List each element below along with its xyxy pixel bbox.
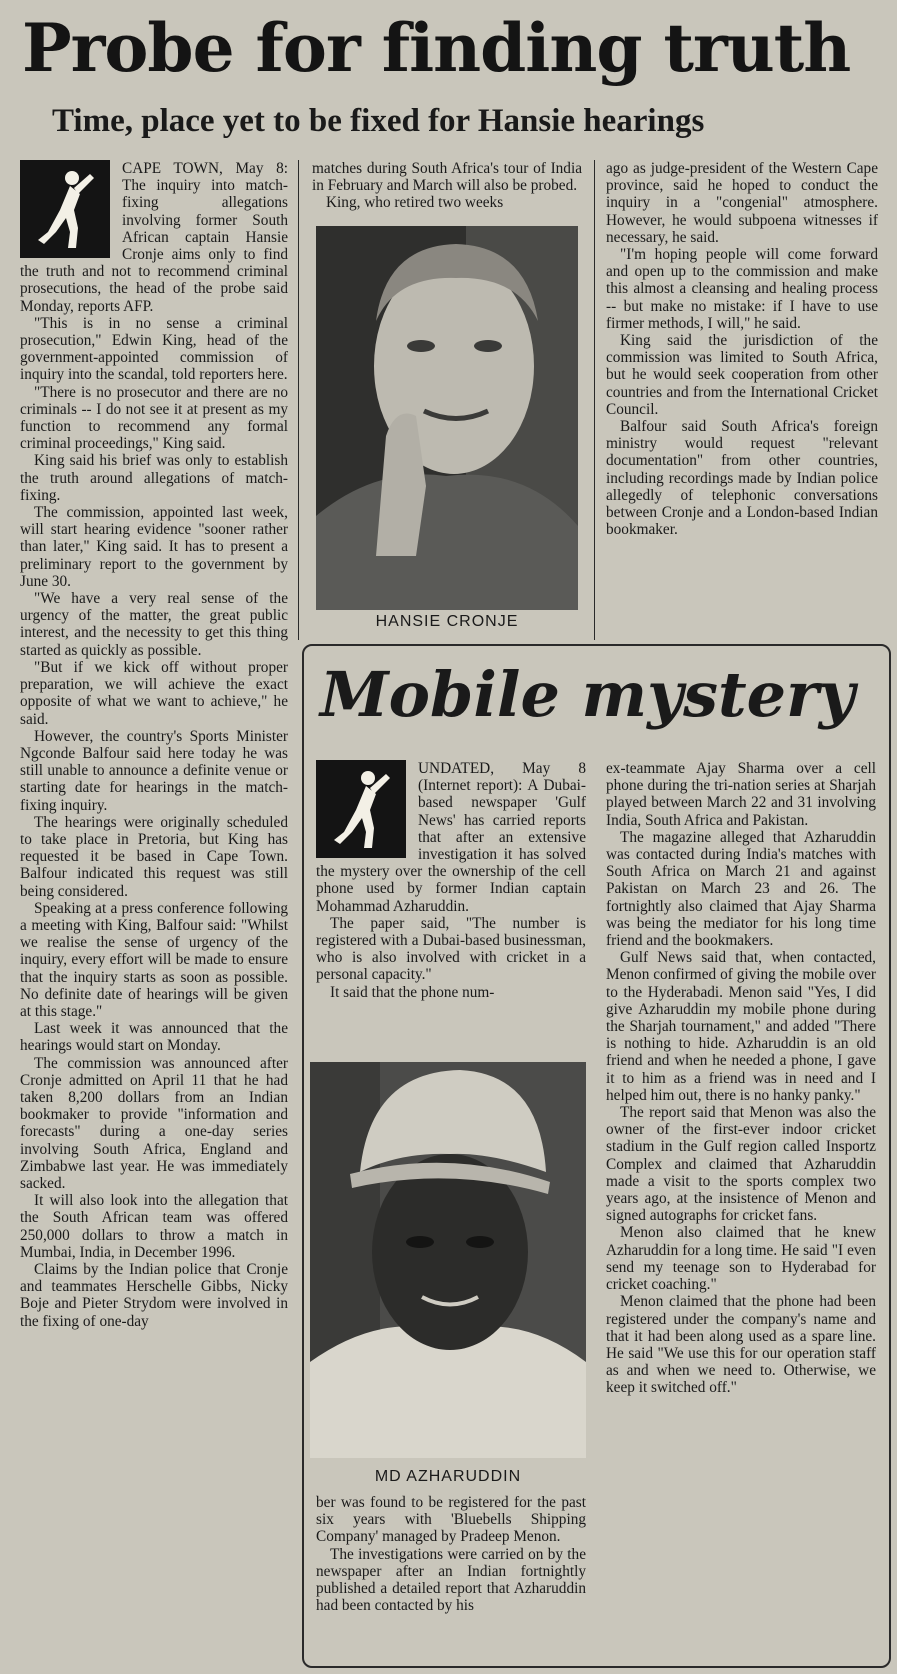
story1-column-3 bbox=[606, 160, 878, 640]
column-divider bbox=[298, 160, 299, 640]
paragraph: "There is no prosecutor and there are no criminals -- I do not see it at present as my function to recommend any formal criminal proceedings," King said. bbox=[20, 383, 288, 453]
paragraph: The hearings were originally scheduled to take place in Pretoria, but King has requested it be based in Cape Town. Balfour indicated this request was still being considered. bbox=[20, 813, 288, 900]
paragraph: Menon also claimed that he knew Azharuddin for a long time. He said "I even send my teenage son to Hyderabad for cricket coaching." bbox=[606, 1224, 876, 1294]
story1-column-1 bbox=[20, 160, 288, 1665]
paragraph: UNDATED, May 8 (Internet report): A Dubai-based newspaper 'Gulf News' has carried reports that after an extensive investigation it has solved the mystery over the ownership of the cell phone used by former Indian captain Mohammad Azharuddin. bbox=[316, 760, 586, 915]
paragraph: The paper said, "The number is registered with a Dubai-based businessman, who is also involved with cricket in a personal capacity." bbox=[316, 914, 586, 984]
paragraph: Gulf News said that, when contacted, Menon confirmed of giving the mobile over to the Hyderabadi. Menon said "Yes, I did give Azharuddin my mobile phone during the Sharjah tournament," and added "There is nothing to hide. Azharuddin is an old friend and when he needed a phone, I gave it to him as a friend was in need and I helped him out, there is no hanky panky." bbox=[606, 949, 876, 1104]
paragraph: King, who retired two weeks bbox=[326, 194, 504, 212]
hansie-cronje-photo bbox=[316, 226, 578, 610]
paragraph: The investigations were carried on by the newspaper after an Indian fortnightly published a detailed report that Azharuddin had been contacted by his bbox=[316, 1545, 586, 1615]
paragraph: King said the jurisdiction of the commission was limited to South Africa, but he would seek cooperation from other countries and from the International Cricket Council. bbox=[606, 332, 878, 418]
story1-column-2 bbox=[312, 160, 582, 220]
column-divider bbox=[594, 160, 595, 640]
paragraph: The magazine alleged that Azharuddin was contacted during India's matches with South Africa on March 21 and against Pakistan on March 23 and 26. The fortnightly also claimed that Ajay Sharma was being the mediator for his long time friend and the bookmakers. bbox=[606, 828, 876, 950]
paragraph: The commission was announced after Cronje admitted on April 11 that he had taken 8,200 dollars from an Indian bookmaker to provide "information and forecasts" during a one-day series involving South Africa, England and Zimbabwe last year. He was immediately sacked. bbox=[20, 1054, 288, 1192]
paragraph: "But if we kick off without proper preparation, we will achieve the exact opposite of what we want to achieve," he said. bbox=[20, 658, 288, 728]
paragraph: Balfour said South Africa's foreign ministry would request "relevant documentation" from other countries, including recordings made by Indian police allegedly of telephonic conversations between Cronje and a London-based Indian bookmaker. bbox=[606, 418, 878, 539]
paragraph: "We have a very real sense of the urgency of the matter, the great public interest, and the necessity to get this thing started as quickly as possible. bbox=[20, 590, 288, 659]
story2-column-b bbox=[606, 760, 876, 1660]
azharuddin-photo-caption: MD AZHARUDDIN bbox=[374, 1468, 522, 1485]
mobile-mystery-title: Mobile mystery bbox=[320, 658, 855, 731]
story2-column-a-bottom bbox=[316, 1494, 586, 1659]
paragraph: The commission, appointed last week, will start hearing evidence "sooner rather than later," King said. It has to present a preliminary report to the government by June 30. bbox=[20, 504, 288, 590]
paragraph: ex-teammate Ajay Sharma over a cell phone during the tri-nation series at Sharjah played between March 22 and 31 involving India, South Africa and Pakistan. bbox=[606, 760, 876, 829]
paragraph: Last week it was announced that the hearings would start on Monday. bbox=[20, 1020, 288, 1055]
paragraph: However, the country's Sports Minister Ngconde Balfour said here today he was still unable to announce a definite venue or starting date for hearings in the match-fixing inquiry. bbox=[20, 727, 288, 814]
paragraph: The report said that Menon was also the owner of the first-ever indoor cricket stadium in the Gulf region called Insportz Complex and claimed that Azharuddin made a visit to the sports complex two years ago, at the insistence of Menon and signed autographs for cricket fans. bbox=[606, 1104, 876, 1225]
cricket-batsman-icon bbox=[316, 760, 406, 858]
headline: Probe for finding truth bbox=[22, 9, 851, 87]
paragraph: CAPE TOWN, May 8: The inquiry into match-fixing allegations involving former South African captain Hansie Cronje aims only to find the truth and not to recommend criminal prosecutions, the head of the probe said Monday, reports AFP. bbox=[20, 160, 288, 315]
paragraph: "I'm hoping people will come forward and open up to the commission and make this almost a cleansing and healing process -- but make no mistake: if I have to use firmer methods, I will," he said. bbox=[606, 246, 878, 332]
cricket-batsman-icon bbox=[20, 160, 110, 258]
paragraph: ber was found to be registered for the past six years with 'Bluebells Shipping Company' managed by Pradeep Menon. bbox=[316, 1494, 586, 1546]
paragraph: It said that the phone num- bbox=[330, 983, 495, 1001]
paragraph: matches during South Africa's tour of India in February and March will also be probed. bbox=[312, 160, 582, 195]
subhead: Time, place yet to be fixed for Hansie hearings bbox=[52, 103, 705, 139]
paragraph: It will also look into the allegation that the South African team was offered 250,000 dollars to throw a match in Mumbai, India, in December 1996. bbox=[20, 1192, 288, 1261]
paragraph: ago as judge-president of the Western Cape province, said he hoped to conduct the inquiry in a "congenial" atmosphere. However, he would subpoena witnesses if necessary, he said. bbox=[606, 160, 878, 246]
hansie-photo-caption: HANSIE CRONJE bbox=[375, 613, 519, 630]
paragraph: King said his brief was only to establish the truth around allegations of match-fixing. bbox=[20, 452, 288, 504]
paragraph: Menon claimed that the phone had been registered under the company's name and that it had been along used as a spare line. He said "We use this for our operation staff as and when we need to. Otherwise, we keep it switched off." bbox=[606, 1293, 876, 1397]
paragraph: Claims by the Indian police that Cronje and teammates Herschelle Gibbs, Nicky Boje and Pieter Strydom were involved in the fixing of one-day bbox=[20, 1261, 288, 1330]
azharuddin-photo bbox=[310, 1062, 586, 1458]
paragraph: "This is in no sense a criminal prosecution," Edwin King, head of the government-appointed commission of inquiry into the scandal, told reporters here. bbox=[20, 314, 288, 384]
story2-column-a-top bbox=[316, 760, 586, 1056]
paragraph: Speaking at a press conference following a meeting with King, Balfour said: "Whilst we realise the sense of urgency of the inquiry, every effort will be made to ensure that the inquiry starts as soon as possible. No definite date of hearings will be given at this stage." bbox=[20, 899, 288, 1020]
